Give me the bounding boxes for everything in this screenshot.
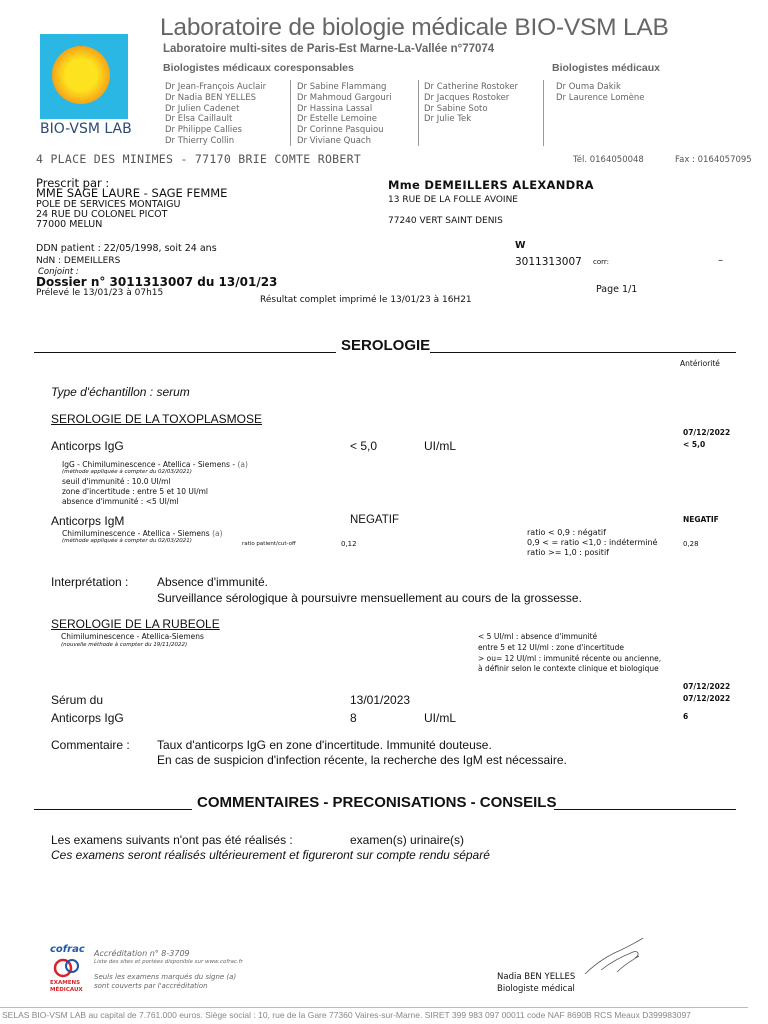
doctor-column-2: [297, 82, 392, 147]
logo-caption: BIO-VSM LAB: [40, 121, 132, 137]
prescriber-name: MME SAGE LAURE - SAGE FEMME: [36, 186, 228, 200]
toxo-ant-date: 07/12/2022: [683, 428, 731, 437]
column-divider: [290, 80, 291, 146]
column-divider: [418, 80, 419, 146]
toxo-igg-label: Anticorps IgG: [51, 439, 124, 453]
rubeole-comment-line2: En cas de suspicion d'infection récente, la recherche des IgM est nécessaire.: [157, 753, 567, 767]
doctor-name: Dr Thierry Collin: [165, 135, 235, 146]
toxo-igg-zone: zone d'incertitude : entre 5 et 10 UI/ml: [62, 487, 209, 496]
legal-mentions: SELAS BIO-VSM LAB au capital de 7.761.000 euros. Siège social : 10, rue de la Gare 77360 Vaires-sur-Marne. SIRET 399 983 097 00011 code NAF 8690B RCS Meaux D399983097: [2, 1010, 691, 1020]
rubeole-comment-label: Commentaire :: [51, 738, 130, 752]
toxo-igg-value: < 5,0: [350, 439, 378, 453]
comments-line1-label: Les examens suivants n'ont pas été réalisés :: [51, 833, 293, 847]
doctor-name: Dr Julie Tek: [424, 114, 472, 125]
cofrac-logo: [50, 944, 86, 1002]
prescriber-line2: 24 RUE DU COLONEL PICOT: [36, 209, 168, 220]
rubeole-ant-date-1: 07/12/2022: [683, 682, 731, 691]
sample-type: Type d'échantillon : serum: [51, 385, 190, 399]
rubeole-serum-date: 13/01/2023: [350, 693, 411, 707]
section-title-serologie: SEROLOGIE: [341, 337, 431, 354]
cofrac-medicaux: MÉDICAUX: [50, 987, 83, 993]
rubeole-method-note: (nouvelle méthode à compter du 19/11/2022): [61, 642, 188, 648]
signer-name: Nadia BEN YELLES: [497, 972, 576, 982]
section-rule-left: [34, 809, 192, 810]
rubeole-method: Chimiluminescence - Atellica-Siemens: [61, 632, 204, 641]
prescriber-line3: 77000 MELUN: [36, 219, 103, 230]
rubeole-ref4: à définir selon le contexte clinique et biologique: [478, 664, 659, 673]
lab-tel: Tél. 0164050048: [573, 155, 644, 165]
toxo-igm-method: [62, 529, 223, 538]
doctor-column-4: [556, 82, 645, 104]
toxo-igm-method-note: (méthode appliquée à compter du 02/03/2021): [62, 538, 192, 544]
comments-line2: Ces examens seront réalisés ultérieurement et figureront sur compte rendu séparé: [51, 848, 490, 862]
accreditation-number: Accréditation n° 8-3709: [94, 949, 190, 958]
doctor-name: Dr Nadia BEN YELLES: [165, 92, 257, 103]
cofrac-wordmark: cofrac: [50, 944, 85, 955]
toxo-igm-value: NEGATIF: [350, 514, 399, 526]
rubeole-igg-label: Anticorps IgG: [51, 711, 124, 725]
lab-logo: [38, 32, 132, 142]
prescriber-label: Prescrit par :: [36, 176, 110, 190]
patient-ndn: NdN : DEMEILLERS: [36, 256, 121, 266]
doctor-name: Dr Catherine Rostoker: [424, 82, 519, 92]
doctor-name: Dr Ouma Dakik: [556, 82, 621, 92]
doctor-name: Dr Jacques Rostoker: [424, 92, 510, 103]
lab-fax: Fax : 0164057095: [675, 155, 752, 165]
accreditation-note-2: sont couverts par l'accréditation: [94, 982, 208, 990]
toxo-igg-method: [62, 460, 248, 469]
coresp-heading: Biologistes médicaux coresponsables: [163, 62, 354, 74]
rubeole-title: SEROLOGIE DE LA RUBEOLE: [51, 617, 220, 631]
rubeole-serum-label: Sérum du: [51, 693, 104, 707]
patient-conjoint: Conjoint :: [38, 267, 79, 277]
rubeole-igg-value: 8: [350, 711, 357, 725]
doctor-name: Dr Laurence Lomène: [556, 92, 645, 103]
column-divider: [543, 80, 544, 146]
toxo-igg-ant: < 5,0: [683, 440, 706, 449]
section-rule-right: [554, 809, 736, 810]
accreditation-mark: (a): [237, 460, 248, 469]
rubeole-ref3: > ou= 12 UI/ml : immunité récente ou ancienne,: [478, 654, 662, 663]
patient-id: 3011313007: [515, 256, 582, 268]
doctor-name: Dr Julien Cadenet: [165, 103, 240, 114]
dossier-printed: Résultat complet imprimé le 13/01/23 à 16H21: [260, 295, 472, 305]
doctor-name: Dr Jean-François Auclair: [165, 82, 267, 92]
patient-dash: –: [718, 255, 723, 266]
doctor-name: Dr Mahmoud Gargouri: [297, 92, 392, 103]
toxo-ratio-ant: 0,28: [683, 540, 699, 548]
toxo-igg-method-note: (méthode appliquée à compter du 02/03/2021): [62, 469, 192, 475]
toxo-title: SEROLOGIE DE LA TOXOPLASMOSE: [51, 412, 262, 426]
toxo-ratio-value: 0,12: [341, 540, 357, 548]
doctor-name: Dr Corinne Pasquiou: [297, 125, 384, 136]
toxo-ratio-label: ratio patient/cut-off: [242, 541, 296, 547]
toxo-igg-seuil: seuil d'immunité : 10.0 UI/ml: [62, 477, 171, 486]
method-text: IgG - Chimiluminescence - Atellica - Siemens -: [62, 460, 236, 469]
anteriorite-label: Antériorité: [680, 359, 720, 368]
section-rule-right: [430, 352, 736, 353]
rubeole-igg-ant: 6: [683, 712, 689, 721]
toxo-ratio-ref2: 0,9 < = ratio <1,0 : indéterminé: [527, 538, 658, 547]
doctor-name: Dr Sabine Soto: [424, 103, 488, 114]
toxo-igm-label: Anticorps IgM: [51, 514, 125, 528]
accreditation-mark: (a): [212, 529, 223, 538]
patient-address-2: 77240 VERT SAINT DENIS: [388, 216, 503, 226]
accreditation-sub: Liste des sites et portées disponible sur www.cofrac.fr: [94, 959, 243, 965]
rubeole-ref2: entre 5 et 12 UI/ml : zone d'incertitude: [478, 643, 625, 652]
doctor-name: Dr Viviane Quach: [297, 135, 371, 146]
toxo-igg-unit: UI/mL: [424, 439, 457, 453]
patient-corr: corr:: [593, 258, 609, 266]
signer-title: Biologiste médical: [497, 984, 575, 994]
doctor-name: Dr Estelle Lemoine: [297, 114, 378, 125]
cofrac-emblem-icon: [50, 956, 84, 978]
patient-address-1: 13 RUE DE LA FOLLE AVOINE: [388, 195, 518, 205]
bio-heading: Biologistes médicaux: [552, 62, 660, 74]
doctor-name: Dr Hassina Lassal: [297, 103, 373, 114]
rubeole-ant-date-2: 07/12/2022: [683, 694, 731, 703]
doctor-column-3: [424, 82, 518, 125]
logo-square: [40, 34, 128, 119]
dossier-number: Dossier n° 3011313007 du 13/01/23: [36, 275, 278, 289]
toxo-igg-absence: absence d'immunité : <5 UI/ml: [62, 497, 179, 506]
dossier-page: Page 1/1: [596, 284, 638, 295]
dossier-preleve: Prélevé le 13/01/23 à 07h15: [36, 288, 164, 298]
toxo-igm-ant: NEGATIF: [683, 515, 719, 524]
lab-title: Laboratoire de biologie médicale BIO-VSM LAB: [160, 14, 669, 41]
lab-address: 4 PLACE DES MINIMES - 77170 BRIE COMTE ROBERT: [36, 152, 362, 166]
lab-subtitle: Laboratoire multi-sites de Paris-Est Marne-La-Vallée n°77074: [163, 43, 495, 55]
toxo-ratio-ref1: ratio < 0,9 : négatif: [527, 528, 606, 537]
toxo-interp-line2: Surveillance sérologique à poursuivre mensuellement au cours de la grossesse.: [157, 591, 582, 605]
method-text: Chimiluminescence - Atellica - Siemens: [62, 529, 210, 538]
toxo-interp-line1: Absence d'immunité.: [157, 575, 269, 589]
patient-w: W: [515, 240, 526, 251]
toxo-ratio-ref3: ratio >= 1,0 : positif: [527, 548, 609, 557]
rubeole-comment-line1: Taux d'anticorps IgG en zone d'incertitude. Immunité douteuse.: [157, 738, 492, 752]
footer-rule: [0, 1007, 748, 1008]
doctor-name: Dr Philippe Callies: [165, 125, 242, 136]
doctor-column-1: [165, 82, 266, 147]
patient-ddn: DDN patient : 22/05/1998, soit 24 ans: [36, 243, 217, 254]
comments-line1-value: examen(s) urinaire(s): [350, 833, 465, 847]
doctor-name: Dr Elsa Caillault: [165, 114, 233, 125]
rubeole-ref1: < 5 UI/ml : absence d'immunité: [478, 632, 598, 641]
rubeole-igg-unit: UI/mL: [424, 711, 457, 725]
section-title-commentaires: COMMENTAIRES - PRECONISATIONS - CONSEILS: [197, 794, 557, 811]
doctor-name: Dr Sabine Flammang: [297, 82, 387, 92]
patient-name: Mme DEMEILLERS ALEXANDRA: [388, 178, 594, 192]
cofrac-examens: EXAMENS: [50, 980, 81, 986]
signature-icon: [577, 932, 657, 982]
prescriber-line1: POLE DE SERVICES MONTAIGU: [36, 199, 181, 210]
toxo-interp-label: Interprétation :: [51, 575, 129, 589]
section-rule-left: [34, 352, 336, 353]
accreditation-note-1: Seuls les examens marqués du signe (a): [94, 973, 237, 981]
logo-sun: [52, 46, 110, 104]
